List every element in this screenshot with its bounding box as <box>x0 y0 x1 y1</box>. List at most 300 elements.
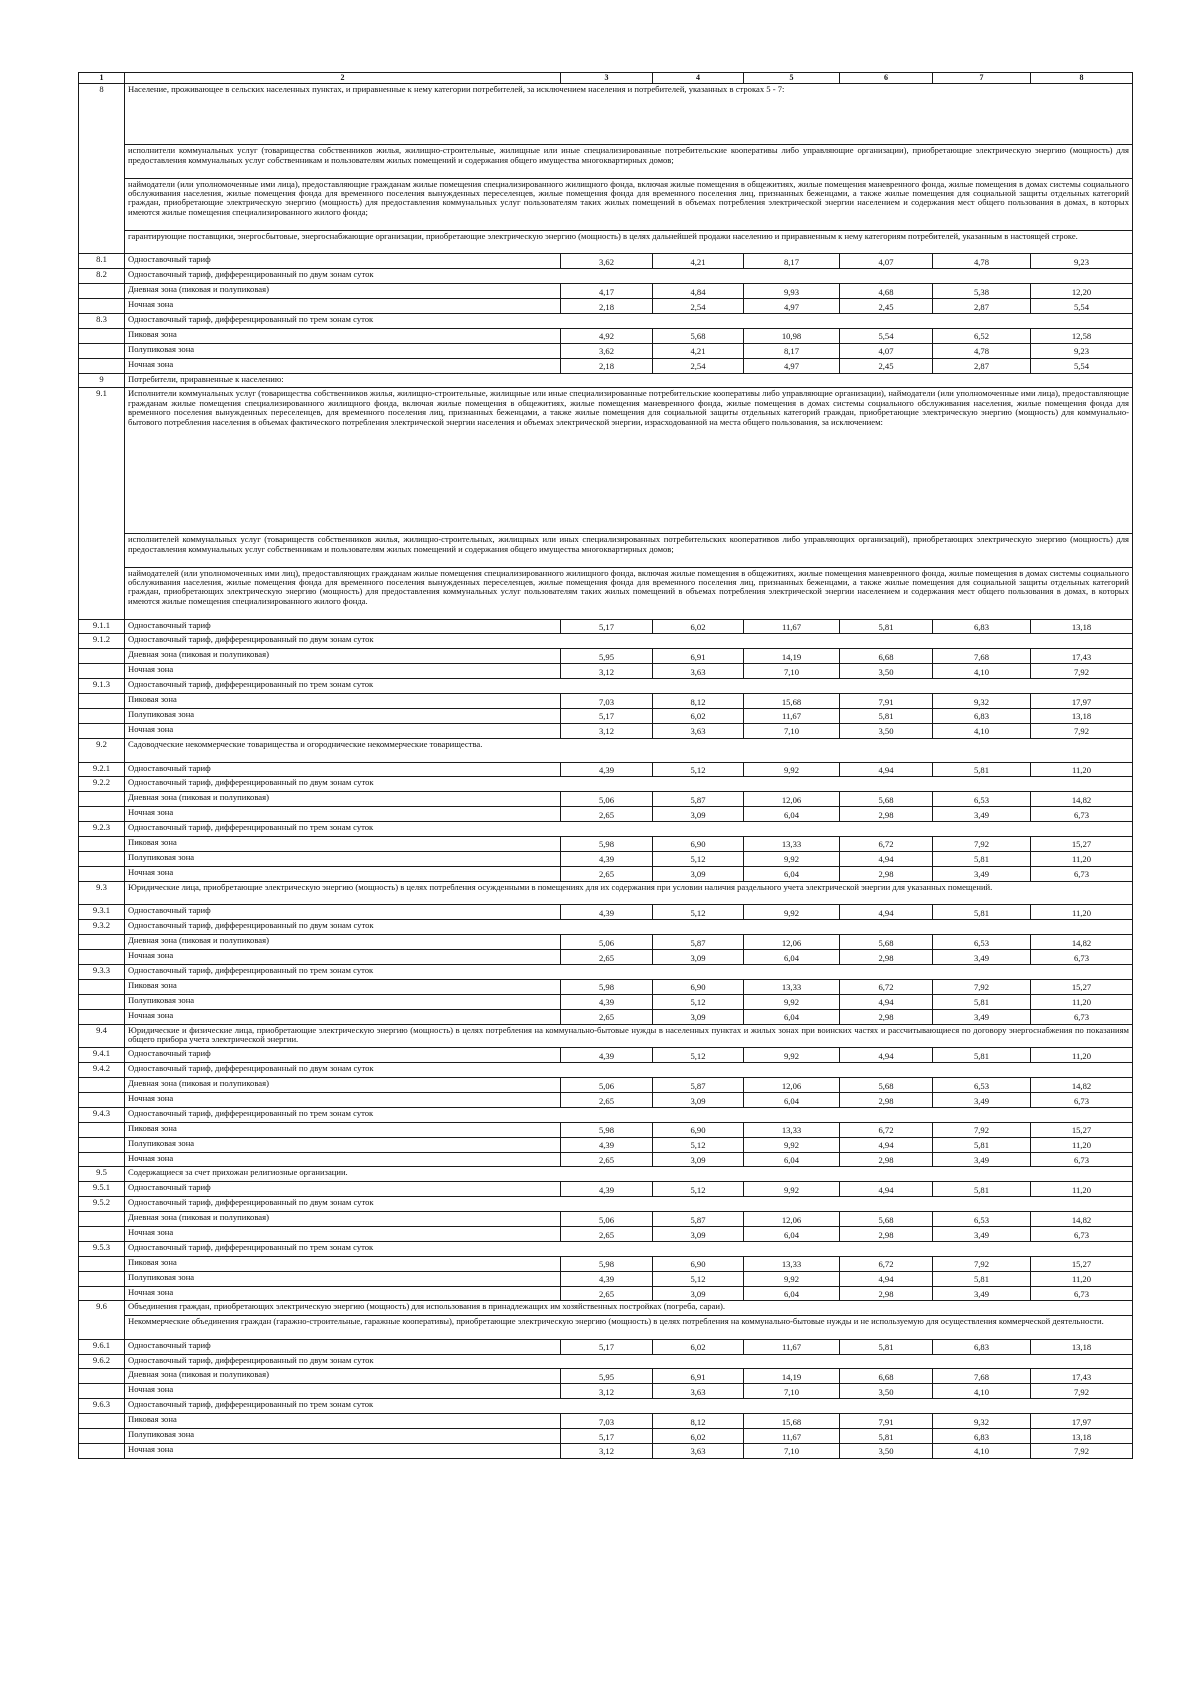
tariff-value: 5,68 <box>840 792 933 807</box>
tariff-value: 2,18 <box>561 358 653 373</box>
row-category-text: Население, проживающее в сельских населенных пунктах, и приравненные к нему категории потребителей, за исключением населения и потребителей, указанных в строках 5 - 7: <box>125 84 1133 145</box>
tariff-value: 3,63 <box>653 1384 744 1399</box>
tariff-value: 5,17 <box>561 1429 653 1444</box>
tariff-value: 4,78 <box>933 343 1031 358</box>
table-row <box>79 619 1133 634</box>
tariff-value: 7,92 <box>933 979 1031 994</box>
row-code <box>79 299 125 314</box>
row-code: 9.2.3 <box>79 822 125 837</box>
row-code: 8.3 <box>79 313 125 328</box>
row-label: Одноставочный тариф <box>125 1339 561 1354</box>
row-heading: Одноставочный тариф, дифференцированный по двум зонам суток <box>125 920 1133 935</box>
tariff-value: 3,50 <box>840 1443 933 1458</box>
table-row <box>79 634 1133 649</box>
row-label: Ночная зона <box>125 1443 561 1458</box>
tariff-value: 3,12 <box>561 664 653 679</box>
tariff-value: 4,39 <box>561 1137 653 1152</box>
table-row <box>79 920 1133 935</box>
tariff-value: 5,12 <box>653 994 744 1009</box>
tariff-value: 5,06 <box>561 935 653 950</box>
row-code <box>79 1256 125 1271</box>
row-label: Дневная зона (пиковая и полупиковая) <box>125 792 561 807</box>
tariff-value: 6,53 <box>933 1212 1031 1227</box>
tariff-value: 13,33 <box>744 1122 840 1137</box>
tariff-value: 3,49 <box>933 807 1031 822</box>
tariff-value: 4,94 <box>840 1137 933 1152</box>
tariff-value: 3,50 <box>840 723 933 738</box>
row-subtext: Некоммерческие объединения граждан (гаражно-строительные, гаражные кооперативы), приобретающие электрическую энергию (мощность) в целях потребления на коммунально-бытовые нужды и не используемую для осуществления коммерческой деятельности. <box>125 1315 1133 1339</box>
tariff-value: 15,27 <box>1031 1256 1133 1271</box>
tariff-value: 4,10 <box>933 723 1031 738</box>
tariff-value: 4,97 <box>744 299 840 314</box>
row-label: Полупиковая зона <box>125 1429 561 1444</box>
tariff-value: 5,81 <box>933 762 1031 777</box>
table-row <box>79 145 1133 178</box>
tariff-value: 6,73 <box>1031 866 1133 881</box>
tariff-value: 4,39 <box>561 1182 653 1197</box>
tariff-value: 3,12 <box>561 1443 653 1458</box>
table-row <box>79 1048 1133 1063</box>
table-row <box>79 964 1133 979</box>
tariff-value: 4,10 <box>933 1443 1031 1458</box>
tariff-value: 5,87 <box>653 935 744 950</box>
row-label: Пиковая зона <box>125 1256 561 1271</box>
tariff-value: 5,81 <box>933 1271 1031 1286</box>
tariff-value: 4,94 <box>840 762 933 777</box>
row-code <box>79 866 125 881</box>
tariff-value: 7,10 <box>744 723 840 738</box>
tariff-value: 2,65 <box>561 866 653 881</box>
row-code <box>79 1414 125 1429</box>
tariff-value: 3,12 <box>561 1384 653 1399</box>
row-label: Одноставочный тариф <box>125 619 561 634</box>
row-label: Пиковая зона <box>125 1414 561 1429</box>
tariff-value: 15,68 <box>744 694 840 709</box>
table-row <box>79 866 1133 881</box>
tariff-value: 5,81 <box>840 619 933 634</box>
table-row <box>79 708 1133 723</box>
tariff-value: 11,67 <box>744 1429 840 1444</box>
row-category-text: Потребители, приравненные к населению: <box>125 373 1133 388</box>
tariff-value: 2,45 <box>840 358 933 373</box>
tariff-value: 9,92 <box>744 1048 840 1063</box>
table-row <box>79 313 1133 328</box>
tariff-value: 2,98 <box>840 866 933 881</box>
row-code <box>79 1384 125 1399</box>
row-code <box>79 935 125 950</box>
row-heading: Одноставочный тариф, дифференцированный по двум зонам суток <box>125 269 1133 284</box>
tariff-value: 3,09 <box>653 866 744 881</box>
tariff-value: 12,06 <box>744 792 840 807</box>
tariff-value: 4,39 <box>561 1271 653 1286</box>
tariff-value: 2,98 <box>840 1152 933 1167</box>
row-code <box>79 567 125 619</box>
row-code: 9.3.3 <box>79 964 125 979</box>
tariff-value: 6,02 <box>653 1429 744 1444</box>
tariff-value: 5,81 <box>840 708 933 723</box>
tariff-value: 11,20 <box>1031 762 1133 777</box>
row-code: 9.4 <box>79 1024 125 1048</box>
tariff-value: 8,17 <box>744 254 840 269</box>
row-code: 9.5.2 <box>79 1197 125 1212</box>
tariff-value: 2,98 <box>840 807 933 822</box>
row-label: Ночная зона <box>125 1152 561 1167</box>
row-code: 9.1.3 <box>79 679 125 694</box>
row-label: Одноставочный тариф <box>125 1048 561 1063</box>
row-code <box>79 1271 125 1286</box>
tariff-value: 6,04 <box>744 1227 840 1242</box>
tariff-value: 6,02 <box>653 619 744 634</box>
tariff-value: 3,49 <box>933 1093 1031 1108</box>
row-code <box>79 950 125 965</box>
table-row <box>79 1227 1133 1242</box>
tariff-value: 6,72 <box>840 979 933 994</box>
row-heading: Одноставочный тариф, дифференцированный по трем зонам суток <box>125 313 1133 328</box>
row-label: Пиковая зона <box>125 836 561 851</box>
tariff-value: 5,68 <box>840 1078 933 1093</box>
tariff-value: 8,12 <box>653 694 744 709</box>
tariff-value: 3,12 <box>561 723 653 738</box>
tariff-value: 7,10 <box>744 1384 840 1399</box>
tariff-value: 11,20 <box>1031 1048 1133 1063</box>
tariff-value: 17,43 <box>1031 1369 1133 1384</box>
tariff-value: 6,73 <box>1031 1009 1133 1024</box>
tariff-value: 9,32 <box>933 1414 1031 1429</box>
table-row <box>79 1429 1133 1444</box>
column-number: 5 <box>744 73 840 84</box>
tariff-value: 5,98 <box>561 979 653 994</box>
tariff-value: 4,07 <box>840 343 933 358</box>
tariff-document <box>78 72 1132 1459</box>
tariff-value: 7,92 <box>1031 1443 1133 1458</box>
tariff-value: 13,33 <box>744 979 840 994</box>
table-row <box>79 534 1133 567</box>
row-label: Ночная зона <box>125 664 561 679</box>
table-row <box>79 950 1133 965</box>
tariff-value: 4,39 <box>561 994 653 1009</box>
table-row <box>79 1093 1133 1108</box>
row-heading: Одноставочный тариф, дифференцированный по двум зонам суток <box>125 1197 1133 1212</box>
table-row <box>79 1122 1133 1137</box>
row-code <box>79 1152 125 1167</box>
tariff-value: 3,50 <box>840 1384 933 1399</box>
row-label: Полупиковая зона <box>125 851 561 866</box>
row-code <box>79 851 125 866</box>
row-label: Ночная зона <box>125 1009 561 1024</box>
tariff-value: 6,73 <box>1031 1286 1133 1301</box>
tariff-value: 6,73 <box>1031 1227 1133 1242</box>
row-label: Одноставочный тариф <box>125 762 561 777</box>
row-heading: Одноставочный тариф, дифференцированный по двум зонам суток <box>125 777 1133 792</box>
tariff-value: 7,92 <box>933 1256 1031 1271</box>
tariff-value: 6,91 <box>653 1369 744 1384</box>
table-row <box>79 284 1133 299</box>
table-row <box>79 649 1133 664</box>
tariff-value: 14,19 <box>744 649 840 664</box>
tariff-value: 9,92 <box>744 1137 840 1152</box>
tariff-value: 11,20 <box>1031 1137 1133 1152</box>
row-label: Дневная зона (пиковая и полупиковая) <box>125 935 561 950</box>
table-row <box>79 1024 1133 1048</box>
table-row <box>79 1256 1133 1271</box>
row-code: 9.3 <box>79 881 125 905</box>
tariff-value: 5,06 <box>561 1078 653 1093</box>
table-row <box>79 84 1133 145</box>
row-label: Одноставочный тариф <box>125 254 561 269</box>
table-row <box>79 254 1133 269</box>
tariff-value: 6,04 <box>744 950 840 965</box>
table-row <box>79 1286 1133 1301</box>
tariff-value: 13,18 <box>1031 1429 1133 1444</box>
tariff-value: 5,68 <box>653 328 744 343</box>
tariff-value: 2,65 <box>561 1093 653 1108</box>
tariff-value: 5,98 <box>561 1256 653 1271</box>
row-category-text: Юридические и физические лица, приобретающие электрическую энергию (мощность) в целях потребления на коммунально-бытовые нужды в населенных пунктах и жилых зонах при воинских частях и рассчитывающиеся по договору энергоснабжения по показаниям общего прибора учета электрической энергии. <box>125 1024 1133 1048</box>
row-code: 9.2 <box>79 738 125 762</box>
table-row <box>79 1167 1133 1182</box>
tariff-value: 4,21 <box>653 343 744 358</box>
tariff-value: 3,63 <box>653 723 744 738</box>
tariff-value: 6,68 <box>840 649 933 664</box>
tariff-value: 6,04 <box>744 1152 840 1167</box>
tariff-value: 7,68 <box>933 1369 1031 1384</box>
row-label: Дневная зона (пиковая и полупиковая) <box>125 649 561 664</box>
row-code: 9.6.1 <box>79 1339 125 1354</box>
table-row <box>79 822 1133 837</box>
row-code: 9.6 <box>79 1301 125 1315</box>
tariff-value: 5,81 <box>933 905 1031 920</box>
tariff-value: 2,98 <box>840 1286 933 1301</box>
tariff-value: 2,65 <box>561 1286 653 1301</box>
row-code: 9.4.2 <box>79 1063 125 1078</box>
tariff-value: 9,32 <box>933 694 1031 709</box>
tariff-value: 6,90 <box>653 1122 744 1137</box>
row-heading: Одноставочный тариф, дифференцированный по двум зонам суток <box>125 634 1133 649</box>
row-code: 9.3.2 <box>79 920 125 935</box>
tariff-value: 5,81 <box>840 1339 933 1354</box>
row-label: Полупиковая зона <box>125 994 561 1009</box>
tariff-value: 6,04 <box>744 807 840 822</box>
tariff-value: 8,12 <box>653 1414 744 1429</box>
row-subtext: наймодатели (или уполномоченные ими лица), предоставляющие гражданам жилые помещения специализированного жилищного фонда, включая жилые помещения в общежитиях, жилые помещения маневренного фонда, жилые помещения в домах системы социального обслуживания населения, жилые помещения фонда для временного поселения вынужденных переселенцев, жилые помещения фонда для временного поселения лиц, признанных беженцами, а также жилые помещения для социальной защиты отдельных категорий граждан, приобретающие электрическую энергию (мощность) для предоставления коммунальных услуг пользователям таких жилых помещений в объемах потребления электрической энергии населением и содержания мест общего пользования в домах, в которых имеются жилые помещения специализированного жилого фонда; <box>125 178 1133 230</box>
row-code: 9.2.1 <box>79 762 125 777</box>
row-code <box>79 145 125 178</box>
table-row <box>79 1354 1133 1369</box>
tariff-value: 2,87 <box>933 358 1031 373</box>
tariff-value: 2,65 <box>561 1009 653 1024</box>
tariff-value: 6,53 <box>933 1078 1031 1093</box>
tariff-value: 9,92 <box>744 905 840 920</box>
tariff-value: 5,12 <box>653 1048 744 1063</box>
column-number: 7 <box>933 73 1031 84</box>
row-code <box>79 1369 125 1384</box>
tariff-value: 3,62 <box>561 343 653 358</box>
row-code <box>79 1315 125 1339</box>
row-heading: Одноставочный тариф, дифференцированный по трем зонам суток <box>125 1241 1133 1256</box>
row-code <box>79 1122 125 1137</box>
row-code <box>79 534 125 567</box>
row-label: Ночная зона <box>125 723 561 738</box>
row-label: Пиковая зона <box>125 979 561 994</box>
tariff-value: 15,27 <box>1031 979 1133 994</box>
table-row <box>79 979 1133 994</box>
tariff-value: 7,91 <box>840 694 933 709</box>
tariff-value: 4,78 <box>933 254 1031 269</box>
column-number: 1 <box>79 73 125 84</box>
tariff-value: 15,68 <box>744 1414 840 1429</box>
tariff-value: 7,92 <box>1031 723 1133 738</box>
row-code <box>79 328 125 343</box>
table-row <box>79 1414 1133 1429</box>
row-label: Одноставочный тариф <box>125 905 561 920</box>
tariff-value: 5,54 <box>1031 358 1133 373</box>
row-code <box>79 1137 125 1152</box>
column-number: 6 <box>840 73 933 84</box>
table-row <box>79 836 1133 851</box>
row-code <box>79 994 125 1009</box>
table-row <box>79 851 1133 866</box>
tariff-value: 4,39 <box>561 762 653 777</box>
row-code <box>79 664 125 679</box>
tariff-value: 4,94 <box>840 1048 933 1063</box>
tariff-value: 11,67 <box>744 619 840 634</box>
row-heading: Одноставочный тариф, дифференцированный по двум зонам суток <box>125 1063 1133 1078</box>
tariff-value: 6,68 <box>840 1369 933 1384</box>
row-heading: Одноставочный тариф, дифференцированный по трем зонам суток <box>125 1107 1133 1122</box>
tariff-value: 6,04 <box>744 866 840 881</box>
row-code <box>79 708 125 723</box>
tariff-value: 3,09 <box>653 1227 744 1242</box>
row-label: Полупиковая зона <box>125 343 561 358</box>
table-row <box>79 807 1133 822</box>
row-code: 9 <box>79 373 125 388</box>
table-row <box>79 1182 1133 1197</box>
row-code: 9.5 <box>79 1167 125 1182</box>
tariff-value: 3,09 <box>653 950 744 965</box>
tariff-value: 4,10 <box>933 1384 1031 1399</box>
tariff-value: 2,87 <box>933 299 1031 314</box>
tariff-value: 13,18 <box>1031 708 1133 723</box>
row-label: Дневная зона (пиковая и полупиковая) <box>125 284 561 299</box>
tariff-value: 2,54 <box>653 299 744 314</box>
row-heading: Одноставочный тариф, дифференцированный по двум зонам суток <box>125 1354 1133 1369</box>
tariff-value: 6,73 <box>1031 1152 1133 1167</box>
tariff-value: 5,87 <box>653 1078 744 1093</box>
tariff-value: 5,95 <box>561 1369 653 1384</box>
tariff-table-body <box>79 84 1133 1459</box>
tariff-value: 14,82 <box>1031 935 1133 950</box>
row-category-text: Содержащиеся за счет прихожан религиозные организации. <box>125 1167 1133 1182</box>
tariff-value: 4,97 <box>744 358 840 373</box>
tariff-value: 11,67 <box>744 1339 840 1354</box>
row-label: Пиковая зона <box>125 694 561 709</box>
tariff-value: 17,43 <box>1031 649 1133 664</box>
tariff-value: 14,82 <box>1031 792 1133 807</box>
row-code: 9.1 <box>79 388 125 534</box>
tariff-value: 4,10 <box>933 664 1031 679</box>
table-row <box>79 1063 1133 1078</box>
table-row <box>79 792 1133 807</box>
tariff-value: 10,98 <box>744 328 840 343</box>
tariff-value: 9,92 <box>744 1182 840 1197</box>
row-category-text: Садоводческие некоммерческие товарищества и огороднические некоммерческие товарищества. <box>125 738 1133 762</box>
tariff-value: 9,93 <box>744 284 840 299</box>
tariff-value: 2,98 <box>840 1009 933 1024</box>
tariff-value: 5,98 <box>561 836 653 851</box>
tariff-value: 7,92 <box>1031 1384 1133 1399</box>
row-heading: Одноставочный тариф, дифференцированный по трем зонам суток <box>125 822 1133 837</box>
row-code <box>79 1286 125 1301</box>
tariff-value: 3,09 <box>653 807 744 822</box>
row-code: 9.6.2 <box>79 1354 125 1369</box>
table-row <box>79 994 1133 1009</box>
tariff-value: 5,87 <box>653 1212 744 1227</box>
tariff-value: 5,12 <box>653 1182 744 1197</box>
row-label: Пиковая зона <box>125 328 561 343</box>
tariff-value: 12,06 <box>744 935 840 950</box>
tariff-value: 7,10 <box>744 664 840 679</box>
tariff-value: 9,92 <box>744 994 840 1009</box>
row-label: Дневная зона (пиковая и полупиковая) <box>125 1212 561 1227</box>
tariff-value: 4,17 <box>561 284 653 299</box>
row-code: 8.2 <box>79 269 125 284</box>
tariff-value: 3,49 <box>933 950 1031 965</box>
table-row <box>79 679 1133 694</box>
tariff-value: 5,17 <box>561 708 653 723</box>
tariff-value: 6,91 <box>653 649 744 664</box>
tariff-value: 5,54 <box>840 328 933 343</box>
row-code: 9.4.3 <box>79 1107 125 1122</box>
tariff-value: 5,12 <box>653 905 744 920</box>
row-category-text: Юридические лица, приобретающие электрическую энергию (мощность) в целях потребления осужденными в помещениях для их содержания при условии наличия раздельного учета электрической энергии для указанных помещений. <box>125 881 1133 905</box>
tariff-value: 11,20 <box>1031 1182 1133 1197</box>
row-code <box>79 792 125 807</box>
row-heading: Одноставочный тариф, дифференцированный по трем зонам суток <box>125 679 1133 694</box>
tariff-value: 4,94 <box>840 994 933 1009</box>
tariff-value: 2,65 <box>561 1227 653 1242</box>
tariff-value: 13,33 <box>744 836 840 851</box>
tariff-value: 11,20 <box>1031 905 1133 920</box>
tariff-value: 6,02 <box>653 1339 744 1354</box>
tariff-value: 12,20 <box>1031 284 1133 299</box>
tariff-value: 15,27 <box>1031 836 1133 851</box>
table-row <box>79 388 1133 534</box>
tariff-value: 6,02 <box>653 708 744 723</box>
tariff-value: 4,94 <box>840 851 933 866</box>
row-category-text: Объединения граждан, приобретающих электрическую энергию (мощность) для использования в принадлежащих им хозяйственных постройках (погреба, сараи). <box>125 1301 1133 1315</box>
table-row <box>79 1107 1133 1122</box>
tariff-value: 14,82 <box>1031 1212 1133 1227</box>
tariff-value: 3,49 <box>933 1286 1031 1301</box>
row-heading: Одноставочный тариф, дифференцированный по трем зонам суток <box>125 1399 1133 1414</box>
tariff-value: 4,68 <box>840 284 933 299</box>
tariff-value: 5,68 <box>840 935 933 950</box>
tariff-value: 5,81 <box>933 1137 1031 1152</box>
tariff-value: 3,49 <box>933 1227 1031 1242</box>
tariff-value: 5,68 <box>840 1212 933 1227</box>
tariff-value: 3,63 <box>653 1443 744 1458</box>
table-row <box>79 299 1133 314</box>
tariff-value: 3,09 <box>653 1152 744 1167</box>
tariff-value: 4,39 <box>561 1048 653 1063</box>
table-row <box>79 762 1133 777</box>
row-label: Ночная зона <box>125 1093 561 1108</box>
tariff-value: 6,04 <box>744 1286 840 1301</box>
table-row <box>79 935 1133 950</box>
row-label: Дневная зона (пиковая и полупиковая) <box>125 1369 561 1384</box>
row-subtext: гарантирующие поставщики, энергосбытовые, энергоснабжающие организации, приобретающие электрическую энергию (мощность) в целях дальнейшей продажи населению и приравненным к нему категориям потребителей, указанным в настоящей строке. <box>125 230 1133 254</box>
row-label: Ночная зона <box>125 1286 561 1301</box>
